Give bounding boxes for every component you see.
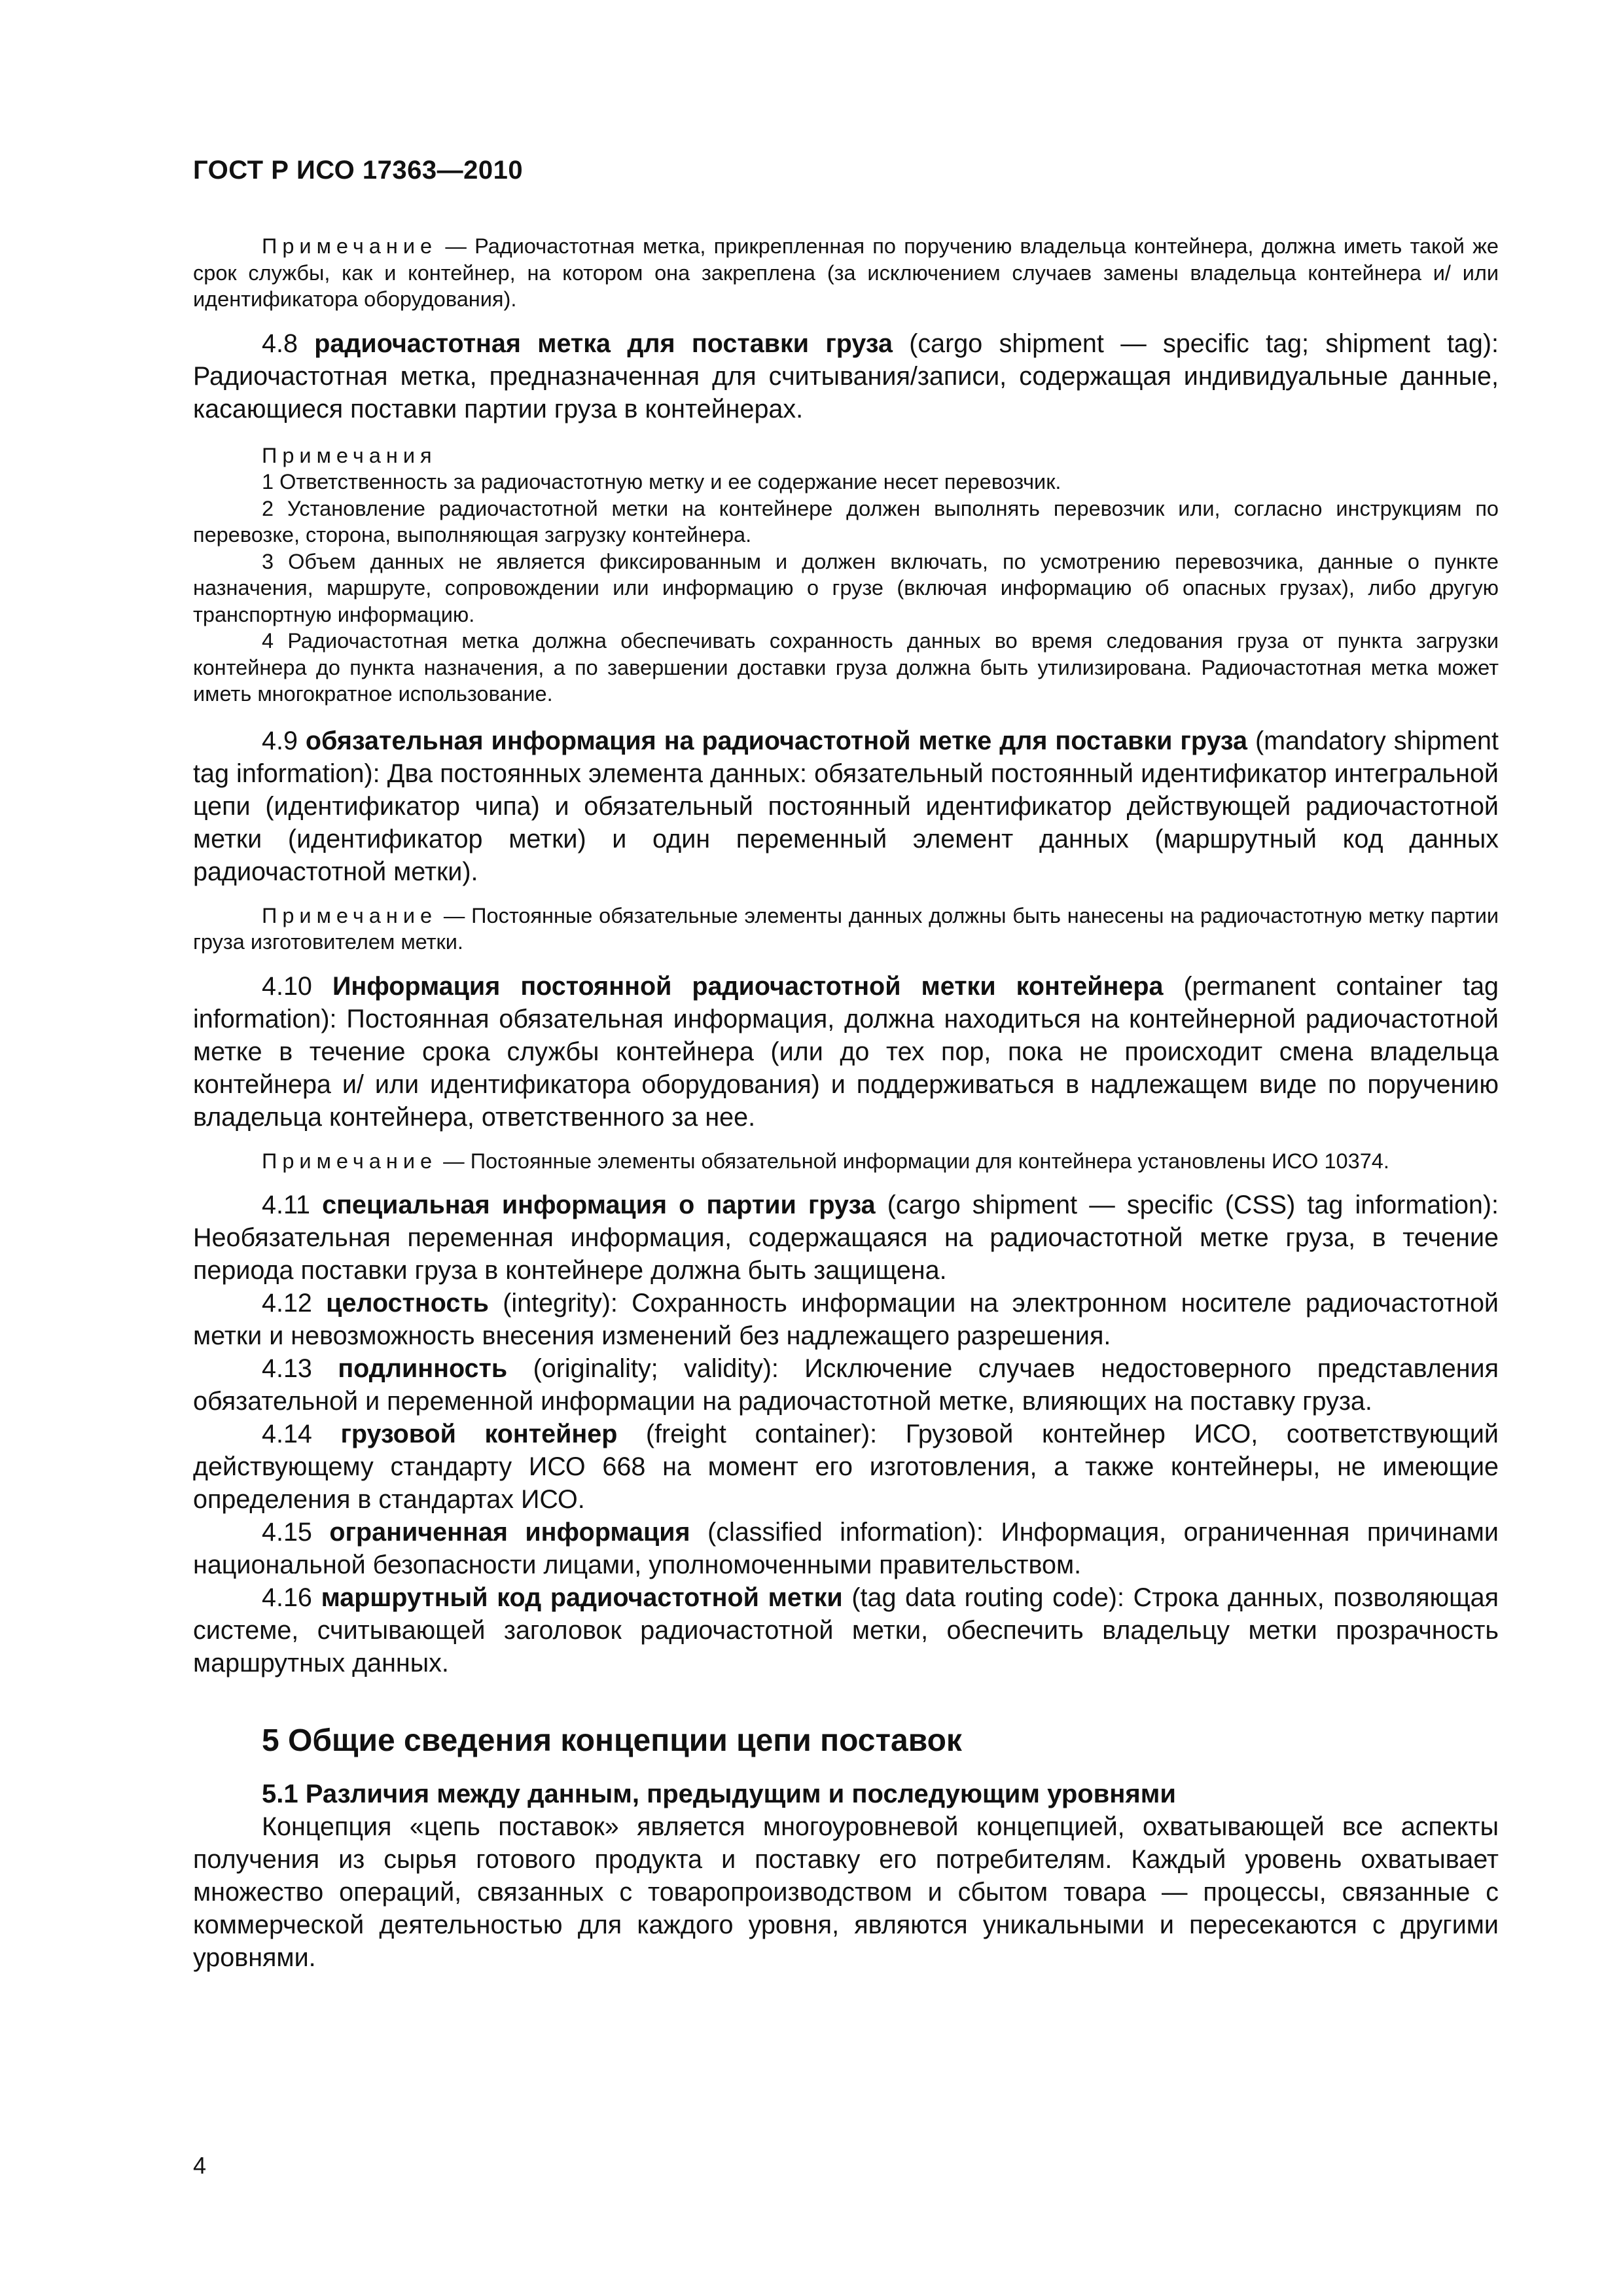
term-number: 4.10 — [262, 971, 332, 1001]
term-4-15 — [193, 1516, 1499, 1581]
document-body — [193, 233, 1499, 1974]
note-item: 3 Объем данных не является фиксированным и должен включать, по усмотрению перевозчика, данные о пункте назначения, маршруте, сопровождении или информацию о грузе (включая информацию об опасных грузах), либо другую транспортную информацию. — [193, 549, 1499, 626]
note-item: 1 Ответственность за радиочастотную метку и ее содержание несет перевозчик. — [262, 470, 1061, 493]
term-title: обязательная информация на радиочастотной метке для поставки груза — [305, 726, 1247, 755]
term-4-16 — [193, 1581, 1499, 1679]
subsection-heading: 5.1 Различия между данным, предыдущим и последующим уровнями — [262, 1780, 1176, 1808]
term-definition: (cargo shipment — specific (CSS) tag information): Необязательная переменная информация, содержащаяся на радиочастотной метке груза, в течение периода поставки груза в контейнере должна быть защищена. — [193, 1191, 1499, 1285]
term-number: 4.9 — [262, 726, 306, 755]
term-title: специальная информация о партии груза — [322, 1191, 876, 1219]
term-title: грузовой контейнер — [340, 1420, 618, 1448]
term-title: подлинность — [338, 1354, 508, 1383]
term-4-13 — [193, 1352, 1499, 1418]
term-4-9 — [193, 725, 1499, 888]
term-4-11 — [193, 1189, 1499, 1287]
note-4-7 — [193, 233, 1499, 313]
note-label: Примечание — [262, 1149, 438, 1173]
page-number: 4 — [193, 2152, 207, 2179]
term-number: 4.15 — [262, 1518, 330, 1547]
term-definition: (permanent container tag information): Постоянная обязательная информация, должна находиться на контейнерной радиочастотной метке в течение срока службы контейнера (или до тех пор, пока не происходит смена владельца контейнера и/ или идентификатора оборудования) и поддерживаться в надлежащем виде по поручению владельца контейнера, ответственного за нее. — [193, 971, 1499, 1132]
note-dash: — — [437, 1149, 471, 1173]
term-4-10 — [193, 970, 1499, 1134]
note-text: Постоянные обязательные элементы данных должны быть нанесены на радиочастотную метку партии груза изготовителем метки. — [193, 903, 1499, 954]
term-definition: (integrity): Сохранность информации на электронном носителе радиочастотной метки и невозможность внесения изменений без надлежащего разрешения. — [193, 1289, 1499, 1350]
note-label: Примечание — [262, 234, 438, 258]
term-title: ограниченная информация — [329, 1518, 690, 1547]
term-title: маршрутный код радиочастотной метки — [321, 1583, 843, 1612]
note-item: 4 Радиочастотная метка должна обеспечивать сохранность данных во время следования груза от пункта загрузки контейнера до пункта назначения, а по завершении доставки груза должна быть утилизирована. Радиочастотная метка может иметь многократное использование. — [193, 629, 1499, 706]
term-definition: (tag data routing code): Строка данных, позволяющая системе, считывающей заголовок радиочастотной метки, обеспечить владельцу метки прозрачность маршрутных данных. — [193, 1583, 1499, 1677]
term-4-8 — [193, 327, 1499, 425]
term-definition: (classified information): Информация, ограниченная причинами национальной безопасности лицами, уполномоченными правительством. — [193, 1518, 1499, 1579]
term-number: 4.16 — [262, 1583, 321, 1612]
section-paragraph: Концепция «цепь поставок» является многоуровневой концепцией, охватывающей все аспекты получения из сырья готового продукта и поставку его потребителям. Каждый уровень охватывает множество операций, связанных с товаропроизводством и сбытом товара — процессы, связанные с коммерческой деятельностью для каждого уровня, являются уникальными и пересекаются с другими уровнями. — [193, 1812, 1499, 1972]
note-4-9 — [193, 903, 1499, 956]
term-number: 4.14 — [262, 1420, 341, 1448]
note-dash: — — [437, 903, 472, 927]
note-item: 2 Установление радиочастотной метки на контейнере должен выполнять перевозчик или, согласно инструкциям по перевозке, сторона, выполняющая загрузку контейнера. — [193, 496, 1499, 547]
term-definition: (cargo shipment — specific tag; shipment tag): Радиочастотная метка, предназначенная для считывания/записи, содержащая индивидуальные данные, касающиеся поставки партии груза в контейнерах. — [193, 329, 1499, 423]
term-definition: (originality; validity): Исключение случаев недостоверного представления обязательной и переменной информации на радиочастотной метке, влияющих на поставку груза. — [193, 1354, 1499, 1416]
term-4-12 — [193, 1287, 1499, 1352]
term-number: 4.13 — [262, 1354, 338, 1383]
term-number: 4.12 — [262, 1289, 327, 1318]
term-number: 4.8 — [262, 329, 315, 358]
note-label: Примечание — [262, 903, 438, 927]
term-number: 4.11 — [262, 1191, 323, 1219]
note-dash: — — [437, 234, 475, 258]
term-definition: (mandatory shipment tag information): Два постоянных элемента данных: обязательный постоянный идентификатор интегральной цепи (идентификатор чипа) и обязательный постоянный идентификатор действующей радиочастотной метки (идентификатор метки) и один переменный элемент данных (маршрутный код данных радиочастотной метки). — [193, 726, 1499, 886]
term-title: целостность — [326, 1289, 489, 1318]
term-title: радиочастотная метка для поставки груза — [314, 329, 893, 358]
notes-heading: Примечания — [262, 443, 437, 467]
note-text: Радиочастотная метка, прикрепленная по поручению владельца контейнера, должна иметь такой же срок службы, как и контейнер, на котором она закреплена (за исключением случаев замены владельца контейнера и/ или идентификатора оборудования). — [193, 234, 1499, 311]
term-4-14 — [193, 1418, 1499, 1516]
document-code-header: ГОСТ Р ИСО 17363—2010 — [193, 156, 524, 185]
term-title: Информация постоянной радиочастотной метки контейнера — [332, 971, 1164, 1001]
section-heading: 5 Общие сведения концепции цепи поставок — [262, 1723, 962, 1758]
note-text: Постоянные элементы обязательной информации для контейнера установлены ИСО 10374. — [470, 1149, 1389, 1173]
note-4-10 — [193, 1148, 1499, 1175]
term-definition: (freight container): Грузовой контейнер ИСО, соответствующий действующему стандарту ИСО 668 на момент его изготовления, а также контейнеры, не имеющие определения в стандартах ИСО. — [193, 1420, 1499, 1514]
